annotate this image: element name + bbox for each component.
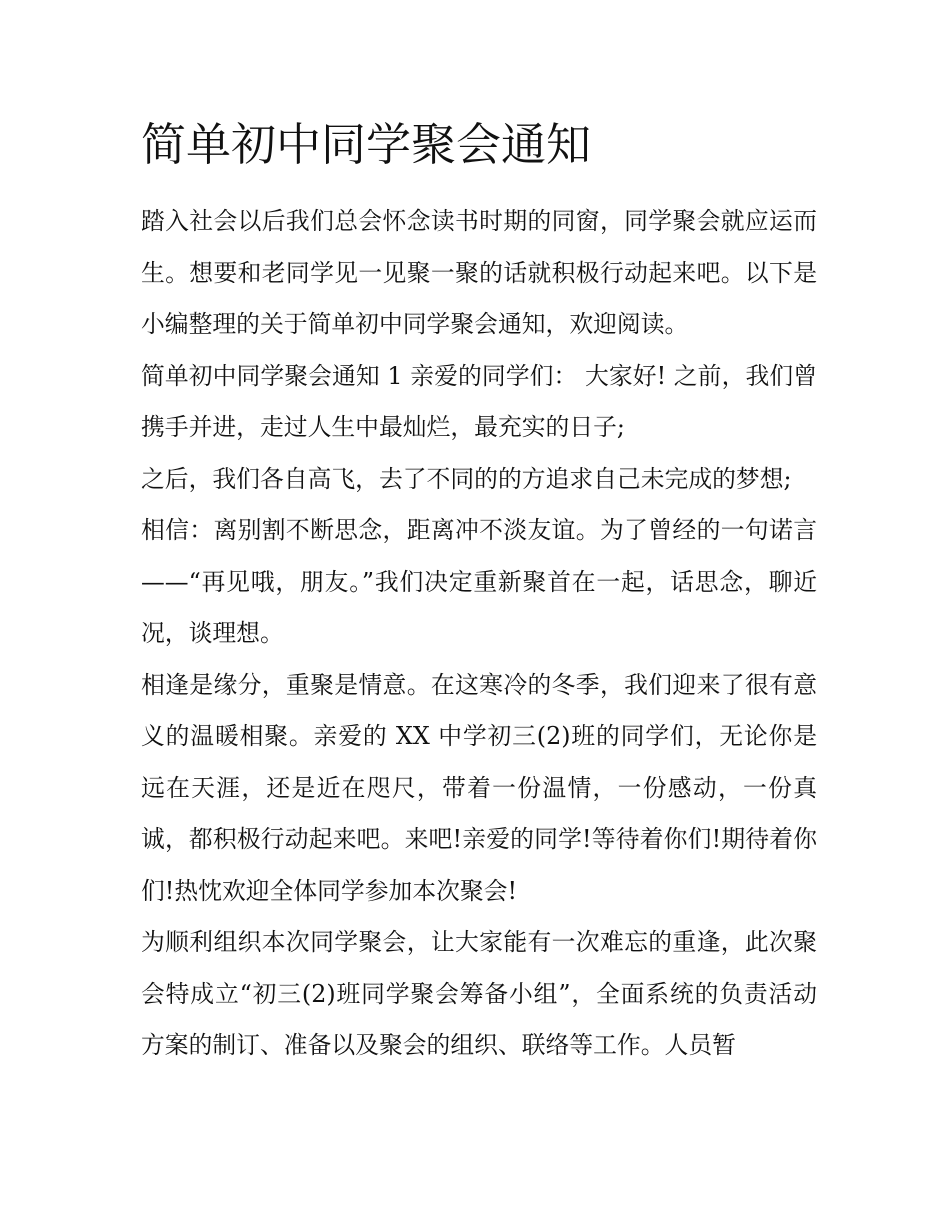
paragraph-organization: 为顺利组织本次同学聚会，让大家能有一次难忘的重逢，此次聚会特成立“初三(2)班同学聚会筹备小组”，全面系统的负责活动方案的制订、准备以及聚会的组织、联络等工作。人员暂 (141, 928, 817, 1059)
paragraph-promise: 相信：离别割不断思念，距离冲不淡友谊。为了曾经的一句诺言——“再见哦，朋友。”我们决定重新聚首在一起，话思念，聊近况，谈理想。 (141, 516, 817, 647)
document-body (141, 196, 817, 1072)
paragraph-greeting: 简单初中同学聚会通知 1 亲爱的同学们： 大家好! 之前，我们曾携手并进，走过人生中最灿烂，最充实的日子; (141, 361, 817, 441)
paragraph-intro: 踏入社会以后我们总会怀念读书时期的同窗，同学聚会就应运而生。想要和老同学见一见聚一聚的话就积极行动起来吧。以下是小编整理的关于简单初中同学聚会通知，欢迎阅读。 (141, 207, 817, 338)
paragraph-reunion: 相逢是缘分，重聚是情意。在这寒冷的冬季，我们迎来了很有意义的温暖相聚。亲爱的 XX 中学初三(2)班的同学们，无论你是远在天涯，还是近在咫尺，带着一份温情，一份感动，一份真诚，都积极行动起来吧。来吧!亲爱的同学!等待着你们!期待着你们!热忱欢迎全体同学参加本次聚会! (141, 670, 817, 905)
paragraph-dreams: 之后，我们各自高飞，去了不同的的方追求自己未完成的梦想; (141, 464, 792, 493)
document-title: 简单初中同学聚会通知 (141, 118, 592, 171)
